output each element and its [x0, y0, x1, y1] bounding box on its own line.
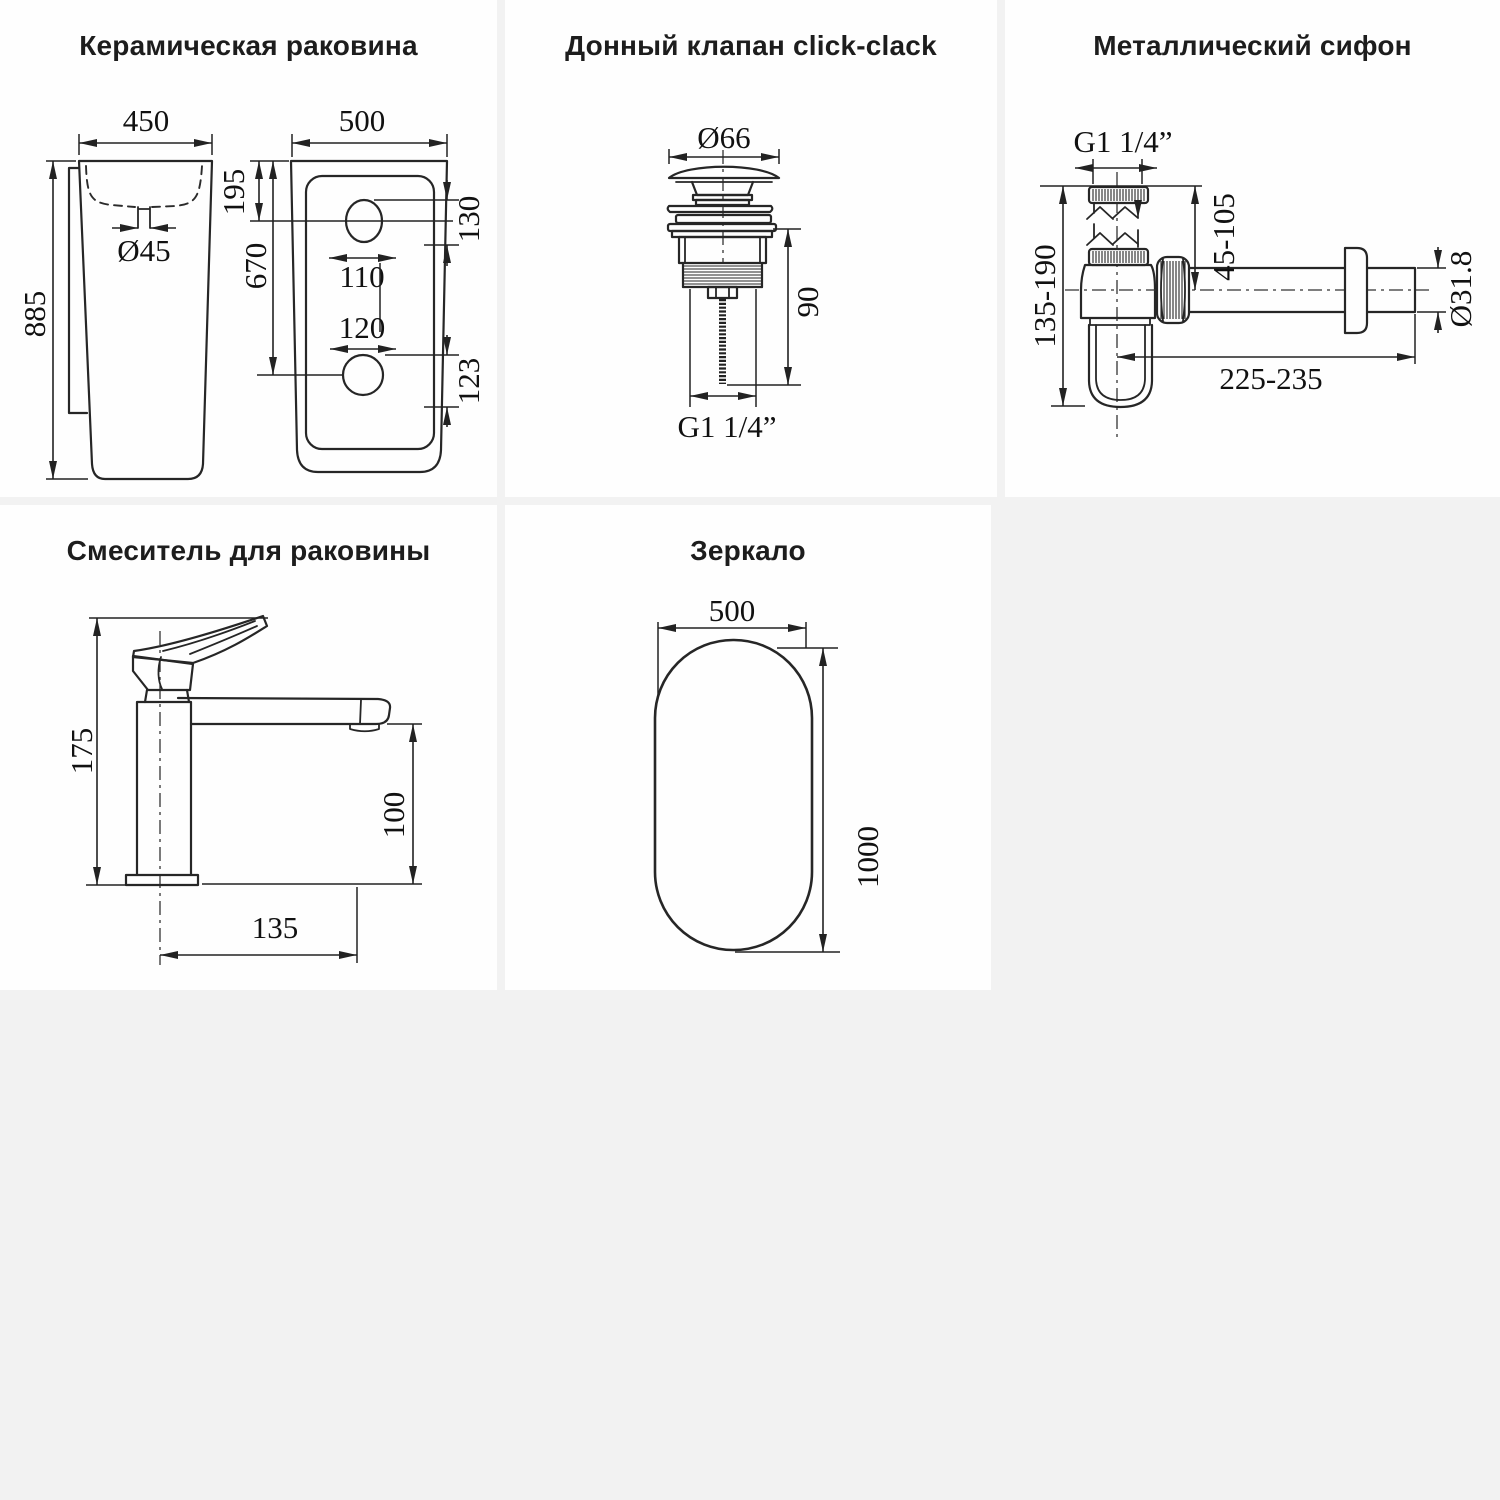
- dim-siphon-length-range: 225-235: [1219, 361, 1323, 396]
- sink-title: Керамическая раковина: [79, 30, 418, 61]
- dim-sink-mount-span: 670: [238, 242, 273, 290]
- sink-side-view: [69, 161, 212, 479]
- mirror-title: Зеркало: [690, 535, 806, 566]
- dim-sink-bottom-hole-width: 120: [338, 310, 386, 345]
- mirror-technical-drawing: [505, 505, 991, 990]
- dim-faucet-spout-reach: 135: [251, 910, 299, 945]
- dim-siphon-height-range: 135-190: [1027, 244, 1062, 348]
- dim-sink-drain: Ø45: [117, 233, 171, 268]
- sink-dimensions: [17, 103, 486, 479]
- panel-basin-mixer: [0, 505, 497, 990]
- dim-siphon-inlet-range: 45-105: [1206, 193, 1241, 281]
- dim-faucet-total-height: 175: [64, 727, 99, 775]
- dim-valve-cap-diameter: Ø66: [697, 120, 751, 155]
- sink-technical-drawing: [0, 0, 497, 497]
- faucet-technical-drawing: [0, 505, 497, 990]
- siphon-top-nut: [1089, 187, 1148, 203]
- dim-faucet-spout-height: 100: [376, 791, 411, 839]
- dim-valve-body-height: 90: [790, 286, 825, 318]
- dim-siphon-pipe-diameter: Ø31.8: [1443, 250, 1478, 328]
- faucet-lever: [133, 616, 267, 663]
- valve-body: [668, 150, 779, 384]
- dim-sink-top-offset: 195: [216, 168, 251, 216]
- panel-metal-siphon: [1005, 0, 1500, 497]
- dim-mirror-height: 1000: [850, 826, 885, 888]
- faucet-title: Смеситель для раковины: [66, 535, 431, 566]
- dim-sink-bottom-hole-height: 123: [451, 357, 486, 405]
- dim-sink-width: 450: [122, 103, 170, 138]
- valve-technical-drawing: [505, 0, 997, 497]
- dim-sink-depth: 500: [338, 103, 386, 138]
- mirror-outline: [655, 640, 812, 950]
- dim-sink-height: 885: [17, 290, 52, 338]
- siphon-body: [1065, 172, 1429, 440]
- faucet-spout: [178, 698, 390, 724]
- faucet-dimensions: [64, 618, 422, 963]
- dim-sink-top-hole-width: 110: [339, 259, 385, 294]
- dim-mirror-width: 500: [708, 593, 756, 628]
- dim-sink-top-hole-height: 130: [451, 195, 486, 243]
- siphon-title: Металлический сифон: [1093, 30, 1412, 61]
- panel-ceramic-sink: [0, 0, 497, 497]
- siphon-lower-nut: [1089, 249, 1148, 265]
- valve-title: Донный клапан click-clack: [565, 30, 937, 61]
- panel-click-clack-valve: [505, 0, 997, 497]
- siphon-technical-drawing: [1005, 0, 1500, 497]
- dim-siphon-thread: G1 1/4”: [1073, 124, 1173, 159]
- dim-valve-thread: G1 1/4”: [677, 409, 777, 444]
- faucet-base: [126, 875, 198, 885]
- panel-mirror: [505, 505, 991, 990]
- mirror-dimensions: [658, 593, 885, 952]
- siphon-wall-flange: [1345, 248, 1367, 333]
